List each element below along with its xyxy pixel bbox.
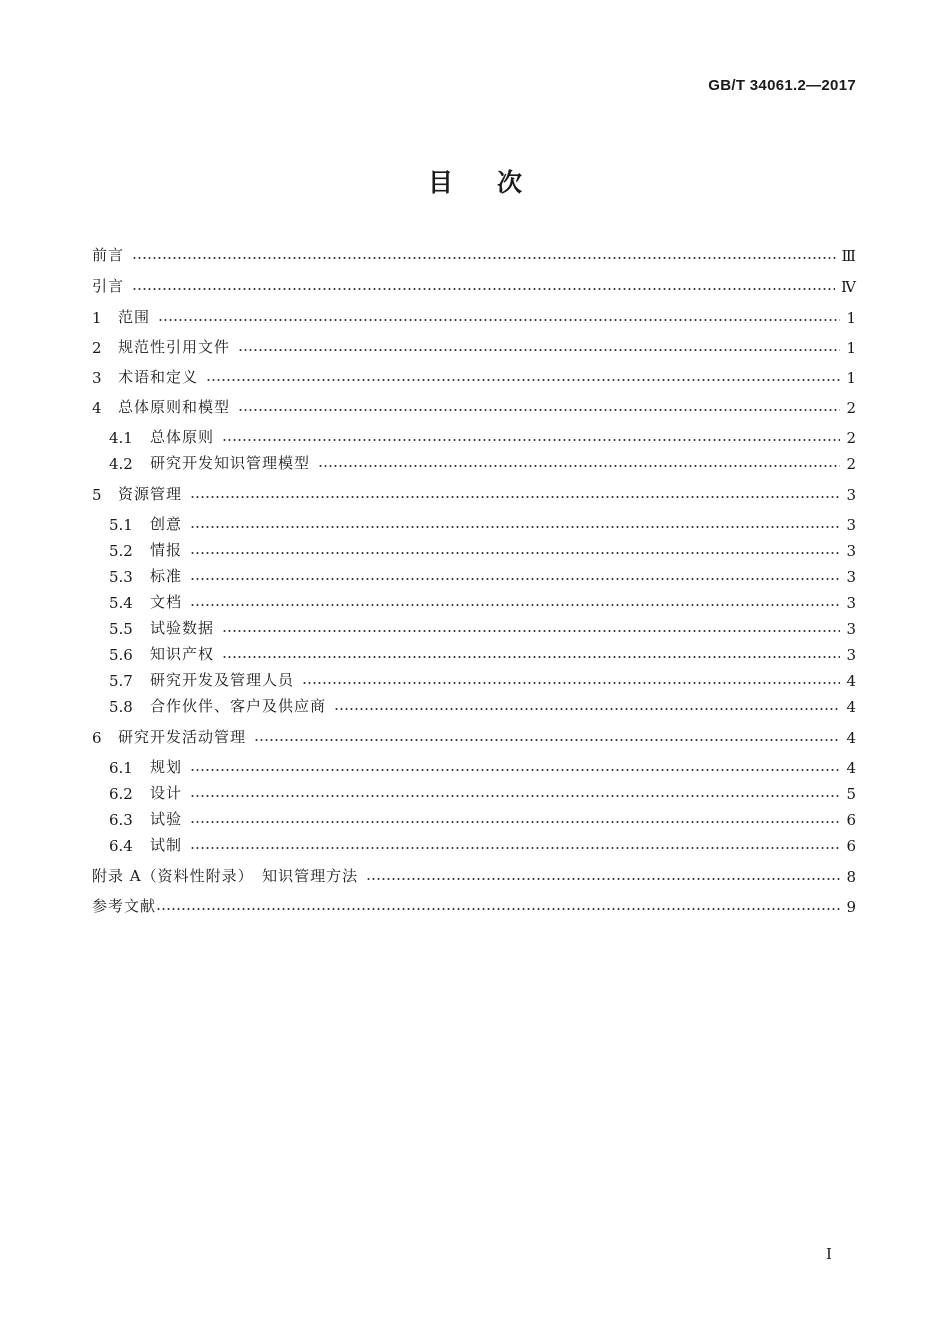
- dot-leader: [190, 821, 840, 823]
- toc-page: 4: [846, 698, 856, 716]
- toc-label: 研究开发知识管理模型: [150, 454, 311, 472]
- toc-number: 4.2: [109, 455, 133, 473]
- toc-label: 文档: [150, 593, 183, 611]
- toc-page: 3: [846, 542, 856, 560]
- toc-entry-5-5[interactable]: [109, 616, 856, 638]
- toc-entry-6-2[interactable]: [109, 781, 856, 803]
- dot-leader: [132, 288, 835, 290]
- toc-label: 创意: [150, 515, 183, 533]
- toc-entry-5-7[interactable]: [109, 668, 856, 690]
- toc-entry-5-4[interactable]: [109, 590, 856, 612]
- toc-number: 3: [92, 369, 102, 387]
- toc-label: 引言: [92, 277, 125, 295]
- toc-number: 6.1: [109, 759, 133, 777]
- toc-entry-introduction[interactable]: [92, 274, 856, 296]
- toc-entry-bibliography[interactable]: [92, 894, 856, 916]
- toc-label: 标准: [150, 567, 183, 585]
- toc-number: 2: [92, 339, 102, 357]
- dot-leader: [302, 682, 840, 684]
- dot-leader: [190, 526, 840, 528]
- toc-number: 1: [92, 309, 102, 327]
- dot-leader: [366, 878, 840, 880]
- toc-number: 6.3: [109, 811, 133, 829]
- toc-page: 8: [846, 868, 856, 886]
- toc-label: 规范性引用文件: [118, 338, 231, 356]
- toc-entry-6-1[interactable]: [109, 755, 856, 777]
- dot-leader: [334, 708, 840, 710]
- footer-page-number: I: [826, 1245, 832, 1263]
- toc-entry-5-6[interactable]: [109, 642, 856, 664]
- dot-leader: [222, 630, 840, 632]
- toc-page: 6: [846, 811, 856, 829]
- toc-entry-5-8[interactable]: [109, 694, 856, 716]
- toc-page: 4: [846, 672, 856, 690]
- toc-entry-5-2[interactable]: [109, 538, 856, 560]
- toc-number: 6: [92, 729, 102, 747]
- toc-label: 试制: [150, 836, 183, 854]
- toc-page: 3: [846, 516, 856, 534]
- toc-entry-4[interactable]: [92, 395, 856, 417]
- toc-label: 术语和定义: [118, 368, 199, 386]
- toc-page: 2: [846, 399, 856, 417]
- toc-number: 5.2: [109, 542, 133, 560]
- toc-page: 3: [846, 594, 856, 612]
- toc-number: 5.7: [109, 672, 133, 690]
- toc-page: Ⅲ: [841, 247, 856, 265]
- dot-leader: [132, 257, 836, 259]
- dot-leader: [190, 552, 840, 554]
- toc-page: Ⅳ: [841, 278, 856, 296]
- toc-label: 附录 A（资料性附录） 知识管理方法: [92, 867, 359, 885]
- dot-leader: [190, 496, 840, 498]
- toc-label: 情报: [150, 541, 183, 559]
- toc-label: 知识产权: [150, 645, 215, 663]
- toc-page: 3: [846, 568, 856, 586]
- toc-number: 5.1: [109, 516, 133, 534]
- toc-page: 1: [846, 369, 856, 387]
- dot-leader: [254, 739, 840, 741]
- toc-number: 6.4: [109, 837, 133, 855]
- dot-leader: [222, 439, 840, 441]
- dot-leader: [190, 769, 840, 771]
- standard-code: GB/T 34061.2—2017: [708, 77, 856, 94]
- toc-number: 5.8: [109, 698, 133, 716]
- toc-label: 合作伙伴、客户及供应商: [150, 697, 327, 715]
- toc-page: 9: [846, 898, 856, 916]
- toc-number: 5.5: [109, 620, 133, 638]
- toc-page: 4: [846, 759, 856, 777]
- toc-label: 总体原则: [150, 428, 215, 446]
- dot-leader: [206, 379, 840, 381]
- toc-page: 1: [846, 309, 856, 327]
- toc-label: 设计: [150, 784, 183, 802]
- toc-number: 5.6: [109, 646, 133, 664]
- toc-page: 3: [846, 646, 856, 664]
- toc-page: 6: [846, 837, 856, 855]
- toc-entry-5-1[interactable]: [109, 512, 856, 534]
- dot-leader: [190, 604, 840, 606]
- toc-label: 规划: [150, 758, 183, 776]
- toc-entry-6-3[interactable]: [109, 807, 856, 829]
- toc-number: 6.2: [109, 785, 133, 803]
- toc-entry-3[interactable]: [92, 365, 856, 387]
- dot-leader: [238, 349, 840, 351]
- toc-label: 研究开发活动管理: [118, 728, 247, 746]
- toc-page: 2: [846, 455, 856, 473]
- toc-number: 5.4: [109, 594, 133, 612]
- toc-entry-foreword[interactable]: [92, 243, 856, 265]
- toc-entry-4-2[interactable]: [109, 451, 856, 473]
- dot-leader: [190, 847, 840, 849]
- toc-page: 3: [846, 486, 856, 504]
- toc-page: 4: [846, 729, 856, 747]
- toc-number: 4: [92, 399, 102, 417]
- toc-label: 总体原则和模型: [118, 398, 231, 416]
- dot-leader: [158, 319, 840, 321]
- toc-page: 2: [846, 429, 856, 447]
- toc-entry-5-3[interactable]: [109, 564, 856, 586]
- toc-number: 4.1: [109, 429, 133, 447]
- toc-entry-2[interactable]: [92, 335, 856, 357]
- toc-label: 资源管理: [118, 485, 183, 503]
- toc-label: 试验: [150, 810, 183, 828]
- dot-leader: [190, 795, 840, 797]
- toc-entry-4-1[interactable]: [109, 425, 856, 447]
- toc-entry-6[interactable]: [92, 725, 856, 747]
- toc-entry-annex-a[interactable]: [92, 864, 856, 886]
- dot-leader: [238, 409, 840, 411]
- toc-page: 3: [846, 620, 856, 638]
- dot-leader: [190, 578, 840, 580]
- toc-label: 研究开发及管理人员: [150, 671, 295, 689]
- toc-label: 参考文献: [92, 897, 157, 915]
- toc-entry-5[interactable]: [92, 482, 856, 504]
- toc-page: 5: [846, 785, 856, 803]
- page-title: 目次: [427, 168, 566, 197]
- toc-entry-6-4[interactable]: [109, 833, 856, 855]
- toc-page: 1: [846, 339, 856, 357]
- dot-leader: [318, 465, 840, 467]
- toc-number: 5.3: [109, 568, 133, 586]
- toc-label: 试验数据: [150, 619, 215, 637]
- dot-leader: [222, 656, 840, 658]
- toc-label: 前言: [92, 246, 125, 264]
- toc-number: 5: [92, 486, 102, 504]
- toc-label: 范围: [118, 308, 151, 326]
- toc-entry-1[interactable]: [92, 305, 856, 327]
- dot-leader: [156, 908, 840, 910]
